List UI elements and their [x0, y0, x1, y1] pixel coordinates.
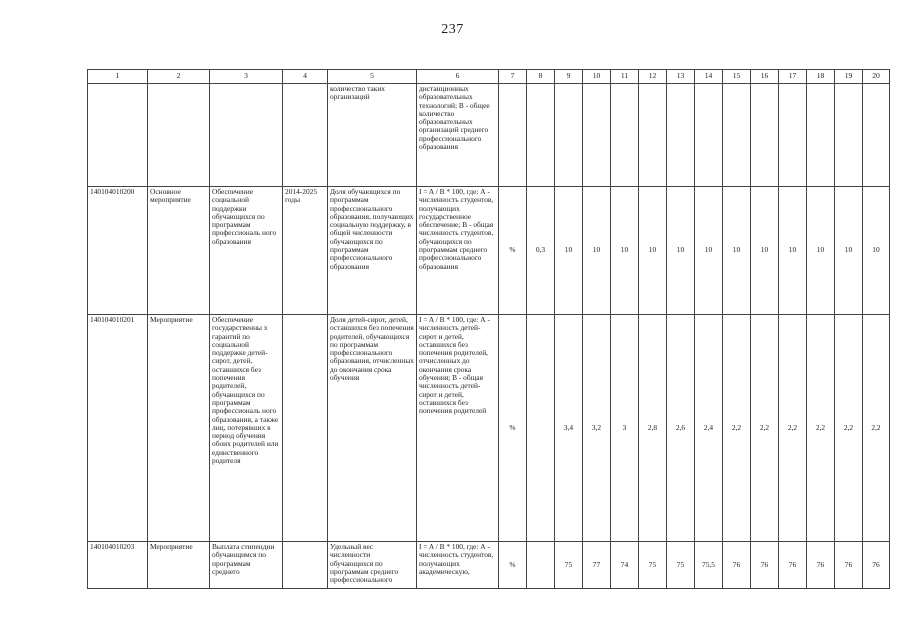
column-header: 18 [807, 70, 835, 84]
indicator-cell: Доля обучающихся по программам профессионального образования, получающих социальную поддержку, в общей численности обучающихся по программам профессионального образования [328, 187, 417, 315]
formula-cell: I = A / B * 100, где: А - численность детей-сирот и детей, оставшихся без попечения родителей, отчисленных до окончания срока обучения; В - общая численность детей-сирот и детей, оставшихся без попечения родителей [417, 315, 499, 542]
period-cell [283, 84, 328, 187]
value-cell: 76 [807, 542, 835, 589]
value-cell: 2,2 [807, 315, 835, 542]
period-cell [283, 542, 328, 589]
column-header: 5 [328, 70, 417, 84]
column-header: 12 [639, 70, 667, 84]
column-header: 2 [148, 70, 210, 84]
column-header: 13 [667, 70, 695, 84]
header-row [88, 70, 890, 84]
value-cell: 76 [835, 542, 863, 589]
indicator-cell: Доля детей-сирот, детей, оставшихся без попечения родителей, обучающихся по программам профессионального образования, отчисленных до окончания срока обучения [328, 315, 417, 542]
value-cell: 2,4 [695, 315, 723, 542]
value-cell: 2,2 [779, 315, 807, 542]
name-cell: Выплата стипендии обучающимся по программам среднего [210, 542, 283, 589]
value-cell: 75 [555, 542, 583, 589]
column-header: 11 [611, 70, 639, 84]
period-cell [283, 315, 328, 542]
value-cell [695, 84, 723, 187]
type-cell: Мероприятие [148, 542, 210, 589]
formula-cell: дистанционных образовательных технологий; В - общее количество образовательных организаций среднего профессионального образования [417, 84, 499, 187]
formula-cell: I = A / B * 100, где: А - численность студентов, получающих академическую, [417, 542, 499, 589]
unit-cell: % [499, 315, 527, 542]
value-cell: 2,2 [723, 315, 751, 542]
value-cell: 10 [611, 187, 639, 315]
unit-cell: % [499, 542, 527, 589]
indicator-cell: количество таких организаций [328, 84, 417, 187]
code-cell [88, 84, 148, 187]
value-cell: 10 [695, 187, 723, 315]
column-header: 14 [695, 70, 723, 84]
column-header: 19 [835, 70, 863, 84]
value-cell: 76 [863, 542, 890, 589]
type-cell: Основное мероприятие [148, 187, 210, 315]
value-cell [863, 84, 890, 187]
value-cell: 10 [863, 187, 890, 315]
value-cell: 2,2 [835, 315, 863, 542]
table-row [88, 315, 890, 542]
code-cell: 140104010200 [88, 187, 148, 315]
column-header: 4 [283, 70, 328, 84]
unit-cell [499, 84, 527, 187]
indicators-table [87, 69, 890, 589]
value-cell: 2,6 [667, 315, 695, 542]
value-cell: 77 [583, 542, 611, 589]
value-cell: 10 [583, 187, 611, 315]
value-cell [807, 84, 835, 187]
type-cell [148, 84, 210, 187]
column-header: 7 [499, 70, 527, 84]
column-header: 8 [527, 70, 555, 84]
value-cell: 10 [667, 187, 695, 315]
name-cell [210, 84, 283, 187]
indicator-cell: Удельный вес численности обучающихся по программам среднего профессионального [328, 542, 417, 589]
value-cell: 10 [807, 187, 835, 315]
value-cell [667, 84, 695, 187]
code-cell: 140104010201 [88, 315, 148, 542]
value-cell: 76 [751, 542, 779, 589]
value-cell: 2,8 [639, 315, 667, 542]
value-cell: 10 [835, 187, 863, 315]
value-cell: 10 [723, 187, 751, 315]
value-cell: 3 [611, 315, 639, 542]
column-header: 10 [583, 70, 611, 84]
value-cell [723, 84, 751, 187]
value-cell [779, 84, 807, 187]
column-header: 15 [723, 70, 751, 84]
column-header: 6 [417, 70, 499, 84]
column-header: 17 [779, 70, 807, 84]
value-cell: 76 [723, 542, 751, 589]
value-cell: 75,5 [695, 542, 723, 589]
unit-cell: % [499, 187, 527, 315]
table-row [88, 542, 890, 589]
code-cell: 140104010203 [88, 542, 148, 589]
name-cell: Обеспечение социальной поддержки обучающихся по программам профессиональ ного образования [210, 187, 283, 315]
column-header: 1 [88, 70, 148, 84]
value-cell [527, 542, 555, 589]
value-cell [527, 84, 555, 187]
value-cell: 3,2 [583, 315, 611, 542]
column-header: 9 [555, 70, 583, 84]
value-cell: 10 [779, 187, 807, 315]
value-cell: 2,2 [751, 315, 779, 542]
value-cell: 2,2 [863, 315, 890, 542]
column-header: 20 [863, 70, 890, 84]
column-header: 16 [751, 70, 779, 84]
value-cell: 10 [555, 187, 583, 315]
value-cell: 10 [751, 187, 779, 315]
value-cell [527, 315, 555, 542]
value-cell: 0,3 [527, 187, 555, 315]
formula-cell: I = A / B * 100, где: А - численность студентов, получающих государственное обеспечение; В - общая численность студентов, обучающихся по программам среднего профессионального образования [417, 187, 499, 315]
value-cell [611, 84, 639, 187]
value-cell: 74 [611, 542, 639, 589]
value-cell: 76 [779, 542, 807, 589]
table-row [88, 84, 890, 187]
value-cell [583, 84, 611, 187]
value-cell [835, 84, 863, 187]
value-cell [639, 84, 667, 187]
value-cell [751, 84, 779, 187]
value-cell: 75 [639, 542, 667, 589]
table-row [88, 187, 890, 315]
value-cell: 75 [667, 542, 695, 589]
type-cell: Мероприятие [148, 315, 210, 542]
page-number: 237 [441, 22, 464, 37]
period-cell: 2014-2025 годы [283, 187, 328, 315]
value-cell: 10 [639, 187, 667, 315]
column-header: 3 [210, 70, 283, 84]
value-cell: 3,4 [555, 315, 583, 542]
value-cell [555, 84, 583, 187]
name-cell: Обеспечение государственны х гарантий по социальной поддержке детей-сирот, детей, оставшихся без попечения родителей, обучающихся по программам профессиональ ного образования, а также лиц, потерявших в период обучения обоих родителей или единственного родителя [210, 315, 283, 542]
